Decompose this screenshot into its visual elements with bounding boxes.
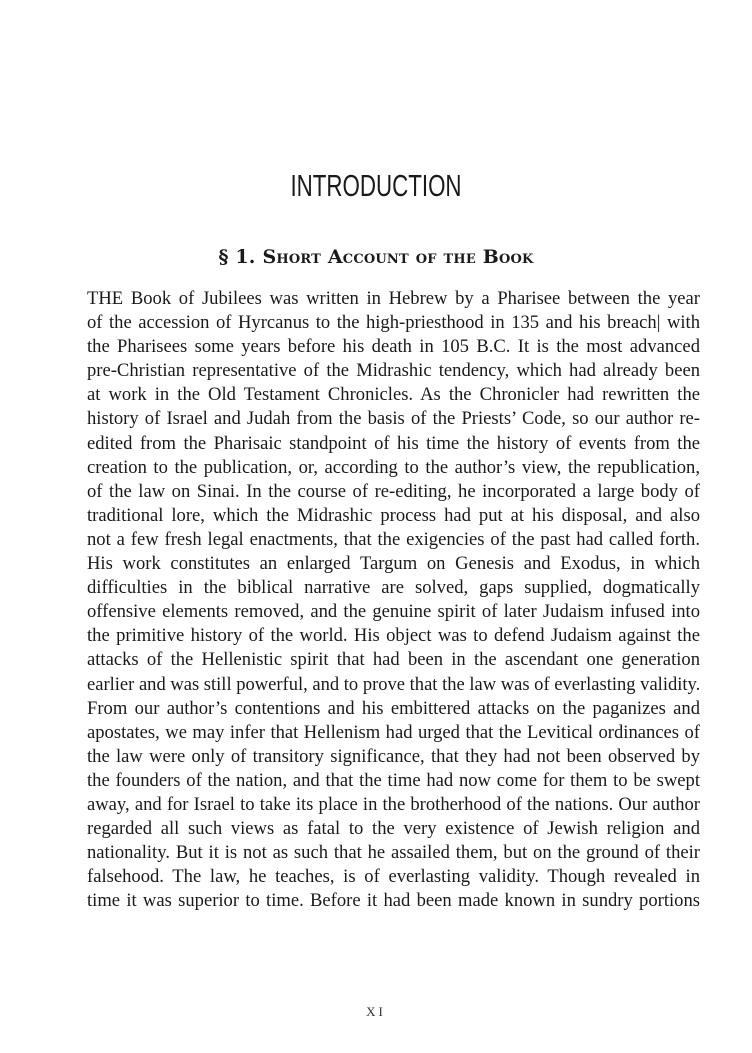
text-line: THE Book of Jubilees was written in Hebrew by a Pharisee between the year bbox=[87, 288, 700, 309]
text-line: the Pharisees some years before his death in 105 B.C. It is the most advanced bbox=[87, 336, 700, 358]
text-line: attacks of the Hellenistic spirit that had been in the ascendant one generation bbox=[87, 649, 700, 671]
text-line: of the accession of Hyrcanus to the high-priesthood in 135 and his breach| with bbox=[87, 312, 700, 334]
text-line: earlier and was still powerful, and to prove that the law was of everlasting validity. bbox=[87, 673, 701, 695]
text-line: at work in the Old Testament Chronicles. As the Chronicler had rewritten the bbox=[87, 384, 700, 406]
text-line: His work constitutes an enlarged Targum on Genesis and Exodus, in which bbox=[87, 553, 700, 575]
text-line: the founders of the nation, and that the time had now come for them to be swept bbox=[87, 769, 700, 791]
text-line: the law were only of transitory significance, that they had not been observed by bbox=[87, 745, 700, 767]
text-line: time it was superior to time. Before it had been made known in sundry portions bbox=[87, 890, 700, 912]
text-line: the primitive history of the world. His object was to defend Judaism against the bbox=[87, 625, 700, 647]
text-line: falsehood. The law, he teaches, is of everlasting validity. Though revealed in bbox=[87, 866, 700, 888]
text-line: From our author’s contentions and his embittered attacks on the paganizes and bbox=[87, 697, 700, 719]
text-line: edited from the Pharisaic standpoint of his time the history of events from the bbox=[87, 432, 700, 454]
text-line: traditional lore, which the Midrashic process had put at his disposal, and also bbox=[87, 504, 700, 526]
text-line: nationality. But it is not as such that he assailed them, but on the ground of their bbox=[87, 842, 700, 864]
body-paragraph bbox=[87, 287, 700, 913]
text-line: apostates, we may infer that Hellenism had urged that the Levitical ordinances of bbox=[87, 721, 700, 743]
text-line: pre-Christian representative of the Midrashic tendency, which had already been bbox=[87, 360, 700, 382]
text-line: away, and for Israel to take its place in the brotherhood of the nations. Our author bbox=[87, 793, 700, 815]
section-heading: § 1. Short Account of the Book bbox=[218, 246, 534, 268]
text-line: offensive elements removed, and the genuine spirit of later Judaism infused into bbox=[87, 601, 700, 623]
text-line: difficulties in the biblical narrative are solved, gaps supplied, dogmatically bbox=[87, 577, 700, 599]
chapter-title: INTRODUCTION bbox=[290, 168, 462, 203]
page-number: XI bbox=[366, 1004, 386, 1019]
text-line: history of Israel and Judah from the basis of the Priests’ Code, so our author re- bbox=[87, 408, 700, 430]
text-line: not a few fresh legal enactments, that the exigencies of the past had called forth. bbox=[87, 528, 700, 550]
text-line: creation to the publication, or, according to the author’s view, the republication, bbox=[87, 456, 700, 478]
text-line: regarded all such views as fatal to the very existence of Jewish religion and bbox=[87, 818, 700, 840]
text-line: of the law on Sinai. In the course of re-editing, he incorporated a large body of bbox=[87, 480, 700, 502]
